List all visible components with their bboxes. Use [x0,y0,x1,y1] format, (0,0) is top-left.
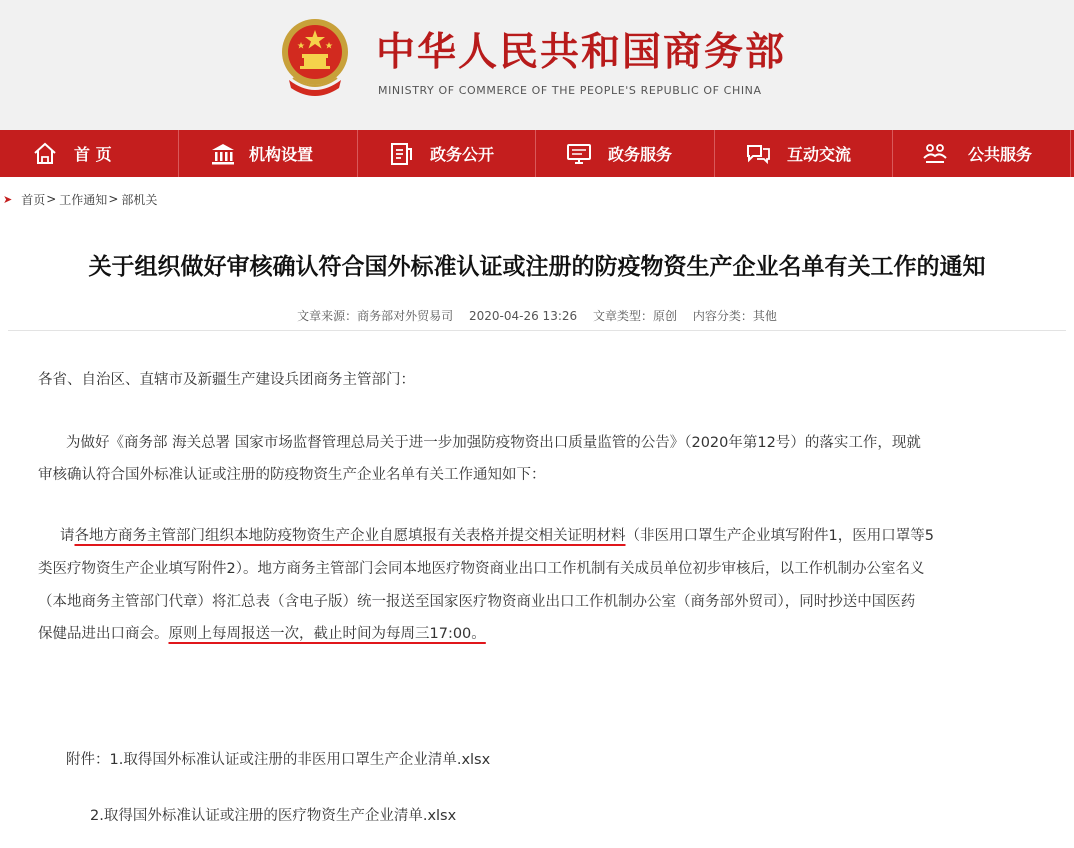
breadcrumb-separator: > [46,192,57,206]
attachment-2 [90,801,456,831]
attachment-1 [66,745,490,775]
article-source: 文章来源：商务部对外贸易司 [297,309,454,323]
paragraph-2-line-3: （本地商务主管部门代章）将汇总表（含电子版）统一报送至国家医疗物资商业出口工作机制办公室（商务部外贸司），同时抄送中国医药 [38,594,916,610]
home-icon [32,141,58,167]
paragraph-2-text: （非医用口罩生产企业填写附件1，医用口罩等5 [625,528,934,544]
nav-item-home[interactable] [32,130,112,177]
nav-label-organization: 机构设置 [249,145,314,164]
nav-label-home: 首 页 [74,145,112,164]
nav-item-government-services[interactable] [566,130,672,177]
nav-label-interaction: 互动交流 [787,145,852,164]
paragraph-2-line-2: 类医疗物资生产企业填写附件2）。地方商务主管部门会同本地医疗物资商业出口工作机制有关成员单位初步审核后，以工作机制办公室名义 [38,561,925,577]
chat-icon [745,141,771,167]
document-icon [388,141,414,167]
breadcrumb [0,190,157,208]
national-emblem-icon [279,14,351,104]
nav-divider [892,130,893,177]
site-header [0,0,1074,130]
breadcrumb-separator: > [108,192,119,206]
breadcrumb-home-link[interactable]: 首页 [21,192,46,207]
article-type: 文章类型：原创 [592,309,677,323]
nav-item-public-services[interactable] [922,130,1032,177]
article-date: 2020-04-26 13:26 [469,309,578,323]
site-title: 中华人民共和国商务部 [376,30,787,75]
building-icon [210,141,236,167]
nav-label-government-services: 政务服务 [608,145,673,164]
nav-item-government-affairs[interactable] [388,130,494,177]
article-title: 关于组织做好审核确认符合国外标准认证或注册的防疫物资生产企业名单有关工作的通知 [88,254,986,280]
paragraph-2-line-4 [38,619,486,649]
nav-label-public-services: 公共服务 [968,145,1033,164]
salutation: 各省、自治区、直辖市及新疆生产建设兵团商务主管部门： [38,372,415,388]
nav-divider [357,130,358,177]
site-subtitle: MINISTRY OF COMMERCE OF THE PEOPLE'S REPUBLIC OF CHINA [378,84,762,97]
attachment-link-1[interactable]: 1.取得国外标准认证或注册的非医用口罩生产企业清单.xlsx [109,752,491,768]
nav-label-government-affairs: 政务公开 [430,145,495,164]
monitor-icon [566,141,592,167]
nav-divider [714,130,715,177]
attachments-label: 附件： [66,752,110,768]
main-nav [0,130,1074,177]
paragraph-2-text: 保健品进出口商会。 [38,626,169,642]
nav-divider [178,130,179,177]
article-meta [0,307,1074,324]
paragraph-2-text: 请 [60,528,75,544]
breadcrumb-notices-link[interactable]: 工作通知 [59,192,108,207]
underlined-instruction: 各地方商务主管部门组织本地防疫物资生产企业自愿填报有关表格并提交相关证明材料 [74,528,626,544]
article-category: 内容分类：其他 [692,309,777,323]
attachment-link-2[interactable]: 2.取得国外标准认证或注册的医疗物资生产企业清单.xlsx [90,808,457,824]
nav-item-organization[interactable] [210,130,313,177]
title-divider [8,330,1066,331]
paragraph-1-line-1: 为做好《商务部 海关总署 国家市场监督管理总局关于进一步加强防疫物资出口质量监管的公告》（2020年第12号）的落实工作，现就 [66,435,921,451]
people-icon [922,141,948,167]
breadcrumb-arrow-icon: ➤ [3,192,13,206]
paragraph-1-line-2: 审核确认符合国外标准认证或注册的防疫物资生产企业名单有关工作通知如下： [38,467,546,483]
nav-divider [1070,130,1071,177]
nav-divider [535,130,536,177]
underlined-deadline: 原则上每周报送一次，截止时间为每周三17:00。 [168,626,486,642]
nav-item-interaction[interactable] [745,130,851,177]
paragraph-2-line-1 [60,521,934,551]
breadcrumb-ministry-link[interactable]: 部机关 [121,192,158,207]
